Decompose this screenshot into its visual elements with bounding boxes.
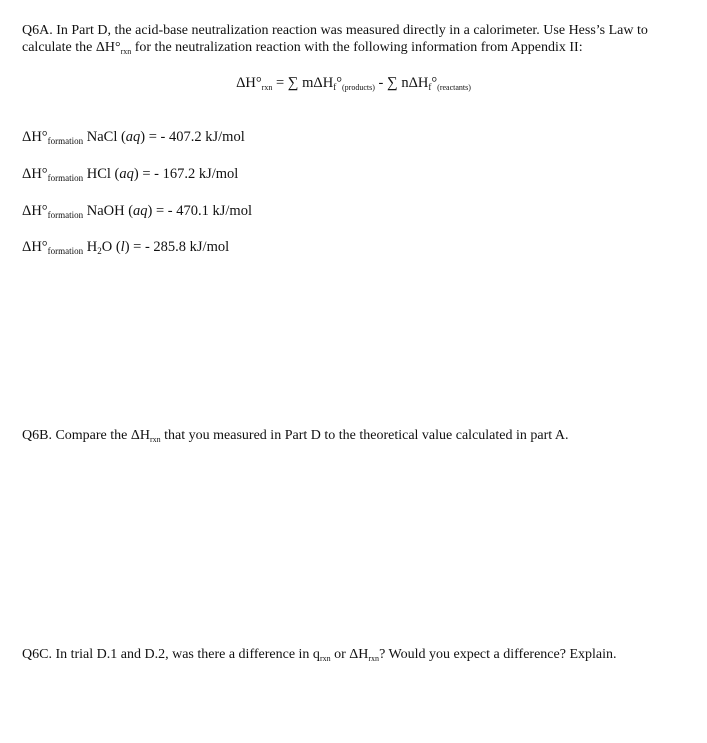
q6b-rxn-subscript: rxn	[150, 435, 161, 444]
compound: NaCl (	[83, 129, 126, 145]
question-6c	[22, 646, 692, 667]
q6c-dh-subscript: rxn	[368, 654, 380, 663]
eq-f-subscript-2: f	[428, 82, 432, 92]
eq-term-1: mΔH	[298, 75, 334, 91]
q6c-text-1: Q6C. In trial D.1 and D.2, was there a difference in q	[22, 647, 320, 662]
dh-symbol: ΔH°	[22, 239, 48, 255]
question-6a	[22, 22, 692, 60]
value: ) = - 167.2 kJ/mol	[133, 166, 239, 182]
phase: aq	[133, 203, 148, 219]
value: ) = - 470.1 kJ/mol	[147, 203, 252, 219]
data-line-nacl	[22, 129, 245, 146]
eq-f-subscript-1: f	[333, 82, 337, 92]
eq-minus: -	[374, 75, 387, 91]
dh-symbol: ΔH°	[22, 129, 48, 145]
phase: aq	[125, 129, 141, 145]
eq-equals: =	[272, 75, 288, 91]
compound-rest: O (	[101, 239, 121, 255]
eq-lhs: ΔH°	[236, 75, 262, 91]
h2o-subscript: 2	[97, 246, 102, 256]
dh-symbol: ΔH°	[22, 166, 48, 182]
compound: H	[83, 239, 98, 255]
q6a-rxn-subscript: rxn	[120, 47, 132, 56]
phase: aq	[119, 166, 134, 182]
eq-sigma-2: ∑	[386, 75, 398, 91]
eq-lhs-subscript: rxn	[261, 83, 273, 92]
eq-term-2: nΔH	[397, 75, 429, 91]
hess-law-equation	[0, 75, 707, 92]
eq-sigma-1: ∑	[287, 75, 299, 91]
eq-degree-2: °	[431, 75, 438, 91]
q6c-text-3: ? Would you expect a difference? Explain.	[379, 647, 617, 662]
data-line-naoh	[22, 203, 252, 220]
q6c-text-2: or ΔH	[330, 647, 369, 662]
eq-reactants-subscript: (reactants)	[437, 83, 471, 92]
q6b-dh-symbol: ΔH	[130, 428, 150, 443]
formation-subscript: formation	[47, 246, 84, 256]
q6c-q-subscript: rxn	[319, 654, 331, 663]
q6a-text-1: Q6A. In Part D, the acid-base neutralization reaction was measured directly in a calorimeter. Use Hess’s Law to calculate the	[22, 23, 648, 55]
formation-subscript: formation	[47, 136, 84, 146]
data-line-h2o	[22, 239, 229, 256]
phase: l	[120, 239, 125, 255]
value: ) = - 285.8 kJ/mol	[124, 239, 230, 255]
value: ) = - 407.2 kJ/mol	[140, 129, 245, 145]
compound: NaOH (	[83, 203, 134, 219]
q6b-text-1: Q6B. Compare the	[22, 428, 131, 443]
q6b-text-2: that you measured in Part D to the theoretical value calculated in part A.	[160, 428, 569, 443]
dh-symbol: ΔH°	[22, 203, 48, 219]
eq-degree-1: °	[336, 75, 342, 91]
eq-products-subscript: (products)	[342, 83, 375, 92]
formation-subscript: formation	[47, 173, 84, 183]
q6a-dh-symbol: ΔH°	[95, 40, 121, 55]
question-6b	[22, 427, 692, 448]
compound: HCl (	[83, 166, 120, 182]
data-line-hcl	[22, 166, 238, 183]
formation-subscript: formation	[47, 210, 84, 220]
q6a-text-2: for the neutralization reaction with the following information from Appendix II:	[131, 40, 583, 55]
